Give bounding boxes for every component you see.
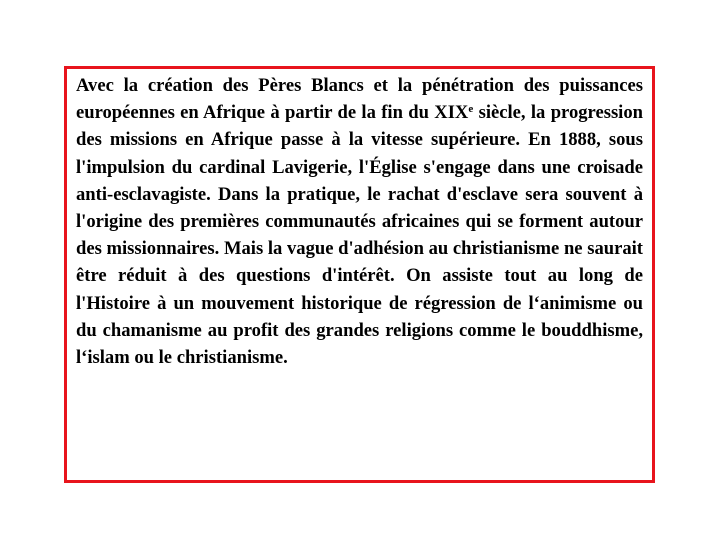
paragraph-text-end: siècle, la progression des missions en Afrique passe à la vitesse supérieure. En 1888, sous l'impulsion du cardinal Lavigerie, l'Église s'engage dans une croisade anti-esclavagiste. Dans la pratique, le rachat d'esclave sera souvent à l'origine des premières communautés africaines qui se forment autour des missionnaires. Mais la vague d'adhésion au christianisme ne saurait être réduit à des questions d'intérêt. On assiste tout au long de l'Histoire à un mouvement historique de régression de l‘animisme ou du chamanisme au profit des grandes religions comme le bouddhisme, l‘islam ou le christianisme. bbox=[76, 102, 643, 369]
text-box bbox=[64, 66, 655, 483]
paragraph-text-start: Avec la création des Pères Blancs et la pénétration des puissances européennes en Afrique à partir de la fin du XIX bbox=[76, 75, 643, 124]
century-superscript: e bbox=[468, 103, 474, 116]
body-paragraph bbox=[76, 72, 643, 371]
